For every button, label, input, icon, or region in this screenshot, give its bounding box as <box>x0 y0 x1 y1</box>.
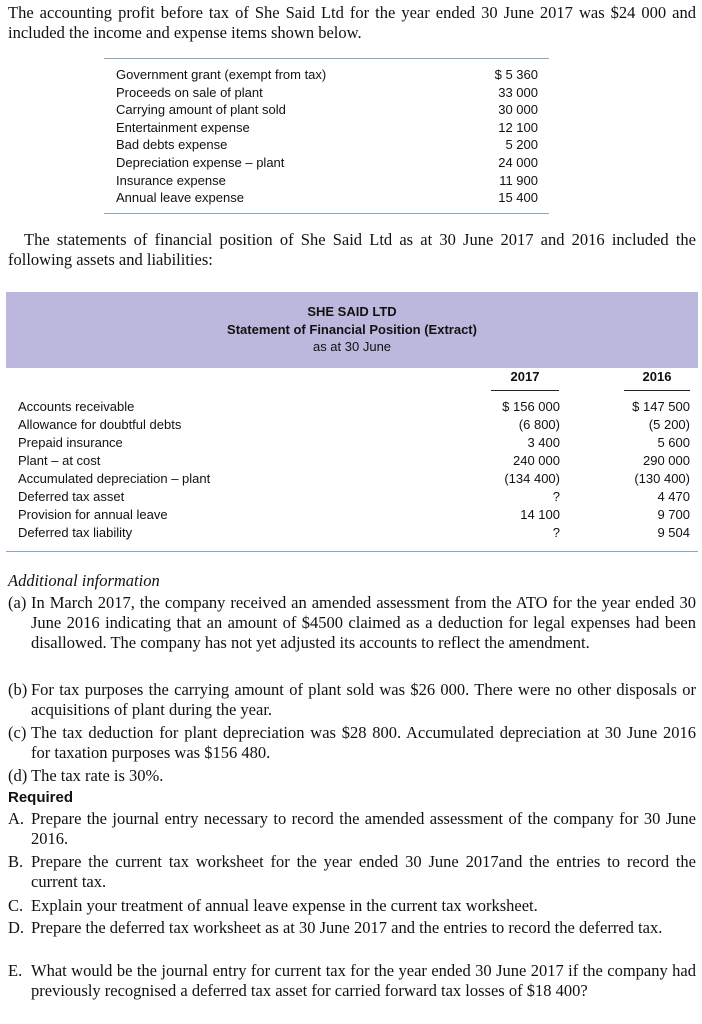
item-marker: B. <box>8 852 24 871</box>
value-2016: 5 600 <box>657 435 690 450</box>
value-2017: (6 800) <box>518 417 560 432</box>
required-heading: Required <box>8 789 74 806</box>
item-text: In March 2017, the company received an amended assessment from the ATO for the year ended 30 June 2016 indicating that an amount of $4500 claimed as a deduction for legal expenses had been disallowed. The company has not yet adjusted its accounts to reflect the amendment. <box>31 593 696 652</box>
value-2016: 4 470 <box>657 489 690 504</box>
statement-subtitle: as at 30 June <box>312 339 392 355</box>
list-item <box>8 593 696 653</box>
intro-paragraph: The accounting profit before tax of She Said Ltd for the year ended 30 June 2017 was $24 000 and included the income and expense items shown below. <box>8 3 696 42</box>
list-item <box>8 809 696 849</box>
list-item <box>8 918 696 938</box>
item-text: What would be the journal entry for current tax for the year ended 30 June 2017 if the company had previously recognised a deferred tax asset for carried forward tax losses of $18 400? <box>31 961 696 1000</box>
value-2016: $ 147 500 <box>632 399 690 414</box>
table-row <box>104 136 549 154</box>
item-text: For tax purposes the carrying amount of plant sold was $26 000. There were no other disposals or acquisitions of plant during the year. <box>31 680 696 719</box>
item-marker: (d) <box>8 766 28 785</box>
item-text: Prepare the deferred tax worksheet as at 30 June 2017 and the entries to record the deferred tax. <box>31 918 663 937</box>
list-item <box>8 723 696 763</box>
table-row <box>18 398 690 416</box>
table-row <box>18 524 690 542</box>
table-row <box>18 506 690 524</box>
item-value: 12 100 <box>498 119 538 135</box>
item-text: The tax deduction for plant depreciation was $28 800. Accumulated depreciation at 30 June 2016 for taxation purposes was $156 480. <box>31 723 696 762</box>
statement-table <box>18 398 690 542</box>
value-2016: (5 200) <box>648 417 690 432</box>
item-label: Annual leave expense <box>116 190 244 206</box>
company-name: SHE SAID LTD <box>307 304 397 319</box>
item-text: Prepare the journal entry necessary to record the amended assessment of the company for 30 June 2016. <box>31 809 696 848</box>
item-label: Government grant (exempt from tax) <box>116 67 327 82</box>
item-label: Bad debts expense <box>116 137 228 153</box>
list-item <box>8 896 696 916</box>
row-label: Deferred tax liability <box>18 525 133 540</box>
item-label: Insurance expense <box>116 172 226 188</box>
row-label: Allowance for doubtful debts <box>18 417 182 432</box>
table-row <box>104 84 549 102</box>
item-label: Depreciation expense – plant <box>116 154 285 170</box>
item-marker: (a) <box>8 593 27 612</box>
item-value: 15 400 <box>498 190 538 206</box>
item-marker: A. <box>8 809 25 828</box>
column-header-2016: 2016 <box>642 369 672 384</box>
list-item <box>8 961 696 1001</box>
value-2017: 3 400 <box>527 435 560 450</box>
item-text: Prepare the current tax worksheet for the year ended 30 June 2017and the entries to record the current tax. <box>31 852 696 891</box>
table-row <box>104 189 549 207</box>
row-label: Accumulated depreciation – plant <box>18 471 211 486</box>
statement-bottom-rule <box>6 551 698 552</box>
statement-header <box>6 292 698 368</box>
table-row <box>18 470 690 488</box>
item-text: The tax rate is 30%. <box>31 766 164 785</box>
item-label: Entertainment expense <box>116 119 250 135</box>
item-value: 30 000 <box>498 102 538 118</box>
column-header-2017: 2017 <box>510 369 540 384</box>
table-row <box>104 119 549 137</box>
table-row <box>104 172 549 190</box>
item-value: 11 900 <box>499 172 538 188</box>
column-rule <box>624 390 690 391</box>
row-label: Prepaid insurance <box>18 435 123 450</box>
column-rule <box>491 390 559 391</box>
item-value: $ 5 360 <box>494 67 538 82</box>
list-item <box>8 680 696 720</box>
list-item <box>8 852 696 892</box>
value-2017: $ 156 000 <box>502 399 560 414</box>
table-row <box>18 488 690 506</box>
value-2017: ? <box>552 489 560 504</box>
items-table <box>104 58 549 214</box>
item-label: Proceeds on sale of plant <box>116 84 263 100</box>
list-item <box>8 766 696 786</box>
value-2016: 290 000 <box>643 453 690 468</box>
row-label: Plant – at cost <box>18 453 101 468</box>
table-row <box>18 452 690 470</box>
additional-info-heading: Additional information <box>8 571 160 590</box>
row-label: Deferred tax asset <box>18 489 125 504</box>
item-value: 5 200 <box>505 137 538 153</box>
item-marker: (b) <box>8 680 28 699</box>
value-2016: 9 700 <box>657 507 690 522</box>
item-value: 33 000 <box>498 84 538 100</box>
table-row <box>18 434 690 452</box>
row-label: Provision for annual leave <box>18 507 168 522</box>
value-2017: 240 000 <box>513 453 560 468</box>
statement-intro-paragraph: The statements of financial position of She Said Ltd as at 30 June 2017 and 2016 included the following assets and liabilities: <box>8 230 696 269</box>
table-row <box>104 66 549 84</box>
value-2016: (130 400) <box>634 471 690 486</box>
item-value: 24 000 <box>498 154 538 170</box>
item-marker: (c) <box>8 723 27 742</box>
table-row <box>104 154 549 172</box>
value-2016: 9 504 <box>657 525 690 540</box>
item-marker: E. <box>8 961 23 980</box>
item-marker: D. <box>8 918 25 937</box>
item-text: Explain your treatment of annual leave expense in the current tax worksheet. <box>31 896 538 915</box>
item-marker: C. <box>8 896 24 915</box>
value-2017: (134 400) <box>504 471 560 486</box>
table-row <box>18 416 690 434</box>
statement-title: Statement of Financial Position (Extract) <box>227 321 477 337</box>
row-label: Accounts receivable <box>18 399 135 414</box>
value-2017: 14 100 <box>520 507 560 522</box>
item-label: Carrying amount of plant sold <box>116 102 286 118</box>
value-2017: ? <box>552 525 560 540</box>
table-row <box>104 101 549 119</box>
